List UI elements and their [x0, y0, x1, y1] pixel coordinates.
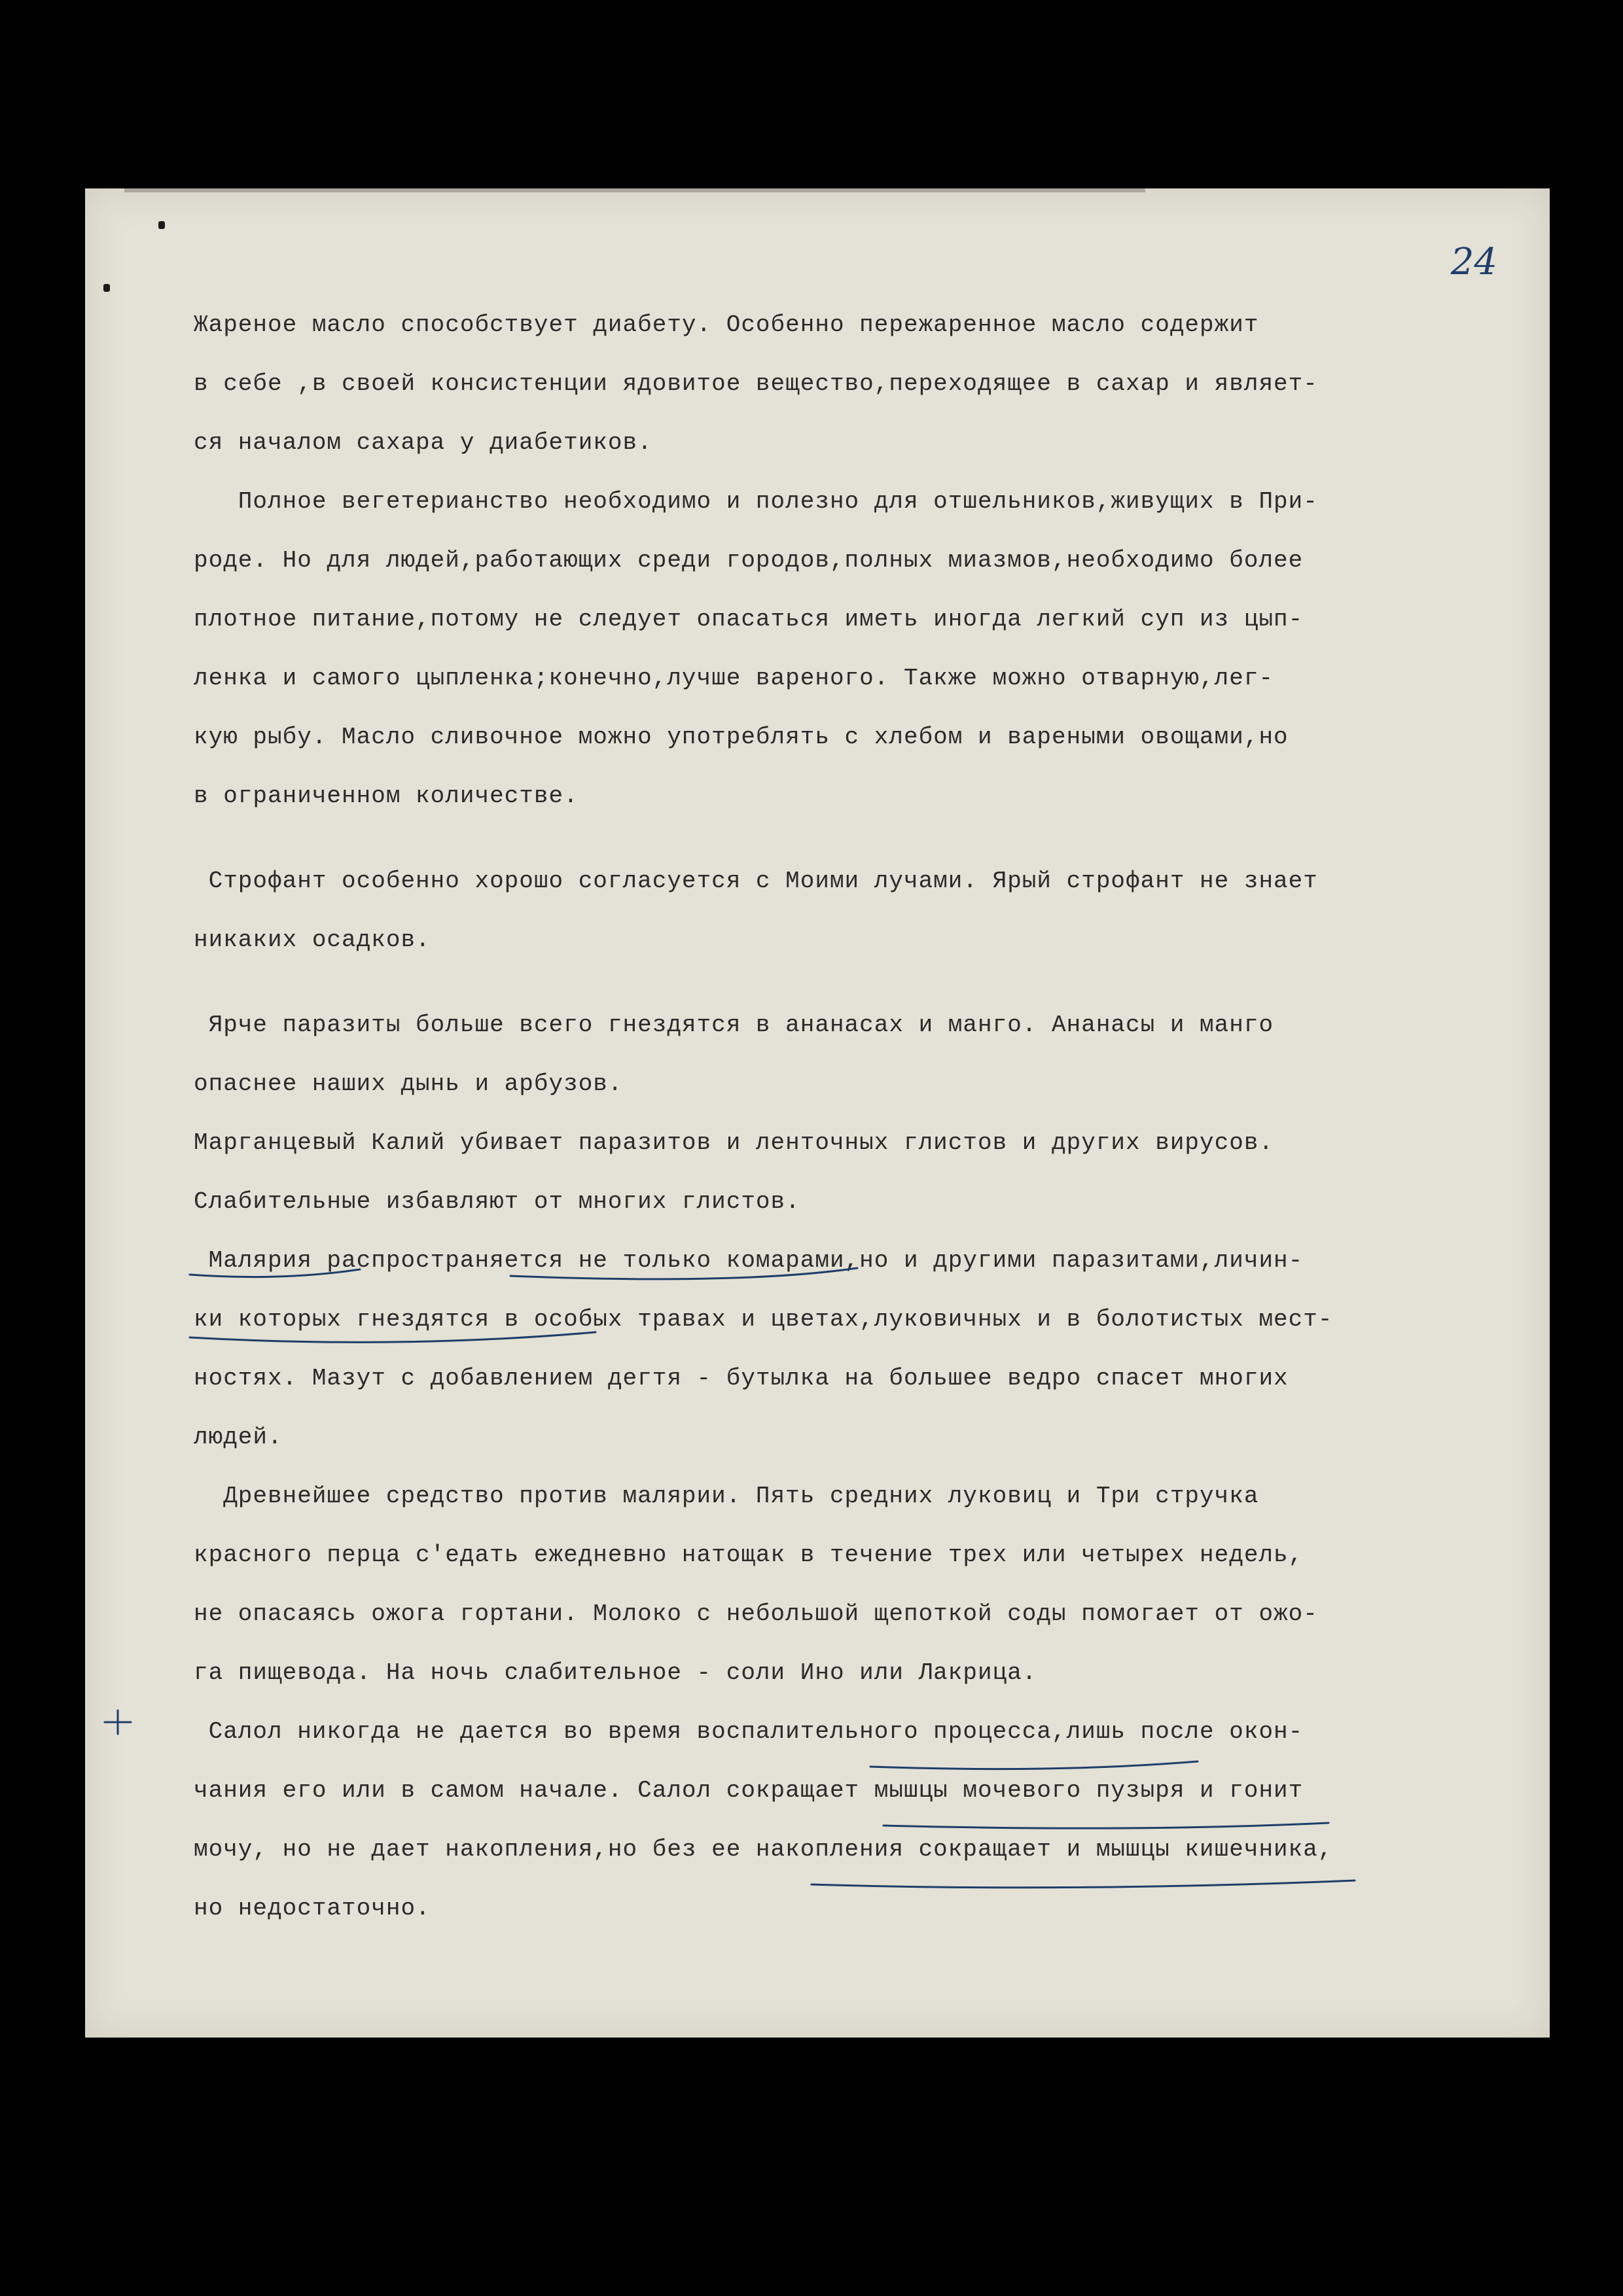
text-line: Полное вегетерианство необходимо и полезно для отшельников,живущих в При- — [194, 488, 1318, 515]
text-line: в ограниченном количестве. — [194, 783, 579, 809]
text-line: ки которых гнездятся в особых травах и цветах,луковичных и в болотистых мест- — [194, 1306, 1333, 1333]
text-line: Малярия распространяется не только комарами,но и другими паразитами,личин- — [194, 1247, 1304, 1274]
text-line: красного перца с'едать ежедневно натощак в течение трех или четырех недель, — [194, 1542, 1304, 1568]
text-line: га пищевода. На ночь слабительное - соли Ино или Лакрица. — [194, 1659, 1037, 1686]
document-page — [85, 188, 1550, 2038]
text-line: ся началом сахара у диабетиков. — [194, 429, 652, 456]
pen-underline — [190, 1269, 360, 1277]
text-line: плотное питание,потому не следует опасаться иметь иногда легкий суп из цып- — [194, 606, 1304, 633]
text-line: в себе ,в своей консистенции ядовитое вещество,переходящее в сахар и являет- — [194, 370, 1318, 397]
text-line: ностях. Мазут с добавлением дегтя - бутылка на большее ведро спасет многих — [194, 1365, 1289, 1392]
text-line: но недостаточно. — [194, 1895, 431, 1922]
text-line: Марганцевый Калий убивает паразитов и ленточных глистов и других вирусов. — [194, 1129, 1274, 1156]
pen-underline — [870, 1761, 1198, 1769]
text-line: Древнейшее средство против малярии. Пять средних луковиц и Три стручка — [194, 1483, 1259, 1510]
text-line: кую рыбу. Масло сливочное можно употреблять с хлебом и вареными овощами,но — [194, 724, 1289, 751]
page-number: 24 — [1450, 241, 1497, 283]
pen-underline — [510, 1268, 857, 1279]
text-line: ленка и самого цыпленка;конечно,лучше вареного. Также можно отварную,лег- — [194, 665, 1274, 692]
text-line: мочу, но не дает накопления,но без ее накопления сокращает и мышцы кишечника, — [194, 1836, 1333, 1863]
text-line: никаких осадков. — [194, 927, 431, 953]
text-line: не опасаясь ожога гортани. Молоко с небольшой щепоткой соды помогает от ожо- — [194, 1600, 1318, 1627]
text-line: Салол никогда не дается во время воспалительного процесса,лишь после окон- — [194, 1718, 1304, 1745]
pen-annotations — [85, 188, 1550, 2038]
text-line: роде. Но для людей,работающих среди городов,полных миазмов,необходимо более — [194, 547, 1304, 574]
text-line: Строфант особенно хорошо согласуется с Моими лучами. Ярый строфант не знает — [194, 868, 1318, 894]
text-line: Жареное масло способствует диабету. Особенно пережаренное масло содержит — [194, 311, 1259, 338]
text-line: Слабительные избавляют от многих глистов. — [194, 1188, 800, 1215]
pen-mark — [105, 1710, 131, 1734]
text-line: чания его или в самом начале. Салол сокращает мышцы мочевого пузыря и гонит — [194, 1777, 1304, 1804]
pen-underline — [883, 1823, 1329, 1828]
pen-underline — [812, 1881, 1355, 1888]
pen-underline — [190, 1332, 596, 1342]
text-line: Ярче паразиты больше всего гнездятся в ананасах и манго. Ананасы и манго — [194, 1012, 1274, 1038]
text-line: опаснее наших дынь и арбузов. — [194, 1070, 623, 1097]
text-line: людей. — [194, 1424, 283, 1451]
